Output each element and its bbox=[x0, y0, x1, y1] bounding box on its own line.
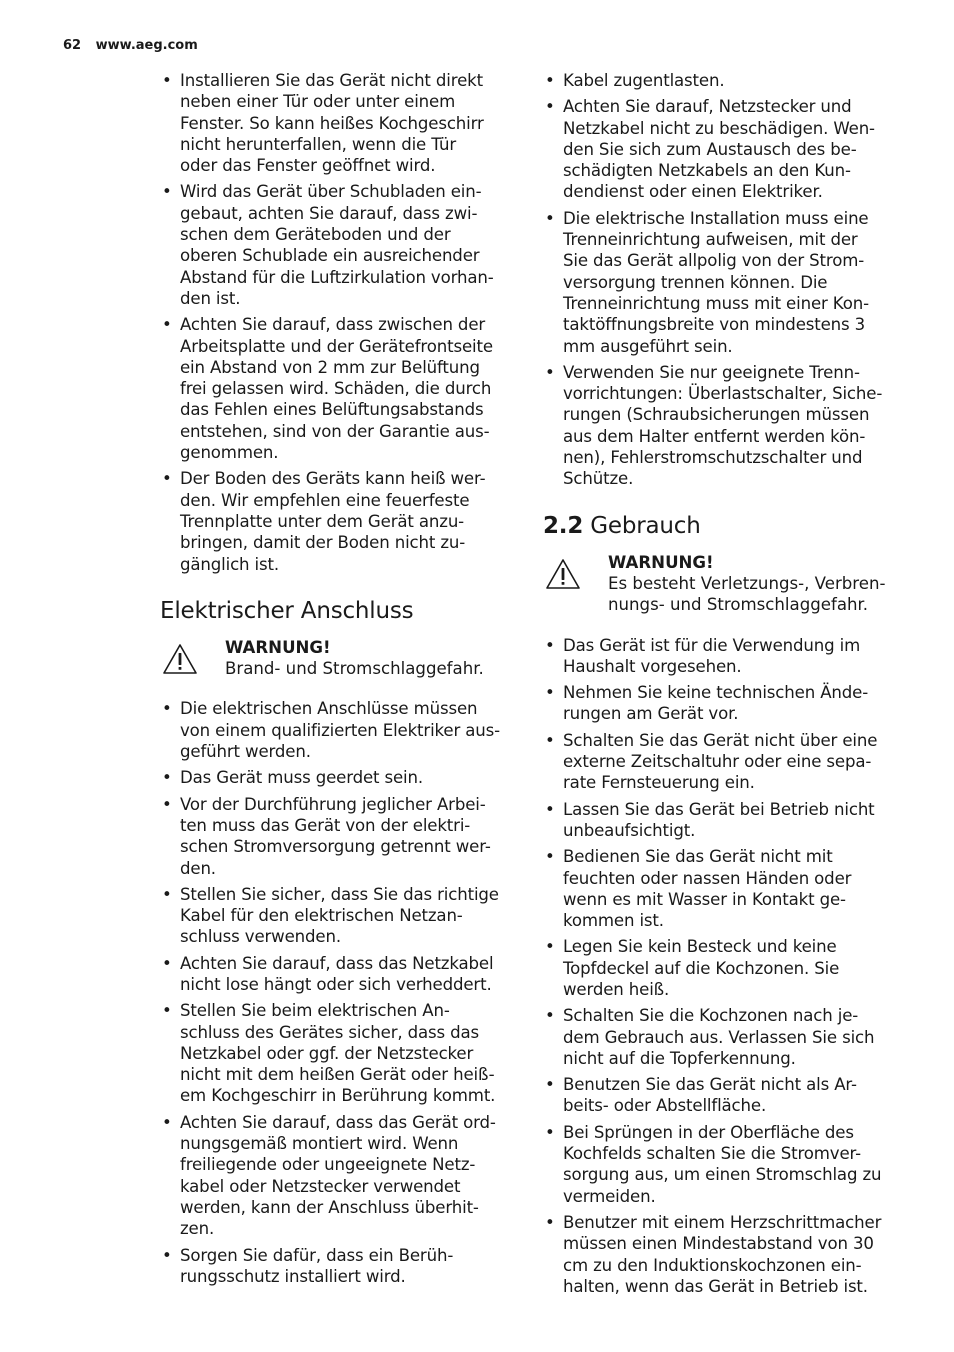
list-item bbox=[160, 767, 515, 788]
list-item-line: taktöffnungsbreite von mindestens 3 bbox=[563, 315, 866, 335]
list-item-line: nicht mit dem heißen Gerät oder heiß- bbox=[180, 1065, 495, 1085]
list-item-line: schen dem Geräteboden und der bbox=[180, 225, 451, 245]
warning-line: Es besteht Verletzungs-, Verbren- bbox=[608, 573, 886, 593]
list-item-line: geführt werden. bbox=[180, 742, 311, 762]
list-item-line: • Schalten Sie die Kochzonen nach je- bbox=[563, 1006, 859, 1026]
right-bullets-bottom bbox=[543, 635, 898, 1298]
list-item-line: schluss verwenden. bbox=[180, 927, 341, 947]
right-bullets-top bbox=[543, 70, 898, 490]
list-item-line: nungsgemäß montiert wird. Wenn bbox=[180, 1134, 459, 1154]
list-item bbox=[543, 1005, 898, 1069]
list-item-line: • Kabel zugentlasten. bbox=[563, 71, 725, 90]
list-item-line: aus dem Halter entfernt werden kön- bbox=[563, 426, 866, 446]
list-item-line: rungen am Gerät vor. bbox=[563, 704, 739, 724]
list-item bbox=[160, 181, 515, 309]
list-item-line: oberen Schublade ein ausreichender bbox=[180, 246, 480, 266]
section-number: 2.2 bbox=[543, 512, 584, 539]
list-item bbox=[160, 953, 515, 996]
list-item-line: • Das Gerät muss geerdet sein. bbox=[180, 768, 424, 788]
list-item bbox=[543, 1212, 898, 1297]
list-item-line: kommen ist. bbox=[563, 911, 664, 931]
list-item-line: ten muss das Gerät von der elektri- bbox=[180, 815, 471, 835]
list-item-line: vermeiden. bbox=[563, 1186, 656, 1206]
left-column bbox=[160, 70, 515, 1292]
list-item bbox=[160, 698, 515, 762]
list-item-line: Netzkabel oder ggf. der Netzstecker bbox=[180, 1043, 474, 1063]
right-column bbox=[543, 70, 898, 1302]
list-item-line: nicht herunterfallen, wenn die Tür bbox=[180, 134, 456, 154]
list-item-line: Haushalt vorgesehen. bbox=[563, 656, 742, 676]
list-item-line: neben einer Tür oder unter einem bbox=[180, 92, 456, 112]
list-item-line: externe Zeitschaltuhr oder eine sepa- bbox=[563, 752, 872, 772]
list-item-line: Topfdeckel auf die Kochzonen. Sie bbox=[563, 958, 840, 978]
list-item-line: nicht lose hängt oder sich verheddert. bbox=[180, 974, 492, 994]
section-title-text: Gebrauch bbox=[590, 512, 701, 539]
list-item-line: • Verwenden Sie nur geeignete Trenn- bbox=[563, 362, 860, 382]
list-item-line: gänglich ist. bbox=[180, 554, 279, 574]
list-item-line: den. bbox=[180, 858, 216, 878]
list-item-line: rungen (Schraubsicherungen müssen bbox=[563, 405, 870, 425]
list-item-line: vorrichtungen: Überlastschalter, Siche- bbox=[563, 384, 883, 404]
warning-title: WARNUNG! bbox=[608, 552, 714, 572]
warning-title: WARNUNG! bbox=[225, 637, 331, 657]
list-item bbox=[543, 96, 898, 202]
list-item bbox=[543, 1074, 898, 1117]
list-item-line: • Achten Sie darauf, dass zwischen der bbox=[180, 315, 486, 335]
list-item-line: nen), Fehlerstromschutzschalter und bbox=[563, 448, 863, 468]
list-item-line: cm zu den Induktionskochzonen ein- bbox=[563, 1255, 862, 1275]
list-item bbox=[160, 1112, 515, 1240]
website-url: www.aeg.com bbox=[95, 38, 198, 53]
list-item bbox=[543, 1122, 898, 1207]
list-item-line: • Das Gerät ist für die Verwendung im bbox=[563, 635, 861, 655]
left-bullets-top bbox=[160, 70, 515, 575]
list-item-line: dem Gebrauch aus. Verlassen Sie sich bbox=[563, 1027, 875, 1047]
list-item-line: • Stellen Sie beim elektrischen An- bbox=[180, 1001, 450, 1021]
list-item bbox=[160, 884, 515, 948]
list-item-line: • Die elektrischen Anschlüsse müssen bbox=[180, 699, 478, 719]
list-item-line: • Nehmen Sie keine technischen Ände- bbox=[563, 683, 869, 703]
list-item-line: ein Abstand von 2 mm zur Belüftung bbox=[180, 357, 480, 377]
list-item-line: • Lassen Sie das Gerät bei Betrieb nicht bbox=[563, 799, 875, 819]
list-item bbox=[543, 208, 898, 357]
list-item bbox=[160, 1000, 515, 1106]
warning-box-electrical bbox=[160, 637, 515, 680]
list-item-line: Trennplatte unter dem Gerät anzu- bbox=[180, 511, 465, 531]
list-item-line: • Die elektrische Installation muss eine bbox=[563, 208, 869, 228]
list-item-line: feuchten oder nassen Händen oder bbox=[563, 868, 852, 888]
list-item-line: em Kochgeschirr in Berührung kommt. bbox=[180, 1086, 496, 1106]
list-item-line: • Achten Sie darauf, dass das Gerät ord- bbox=[180, 1112, 496, 1132]
left-bullets-bottom bbox=[160, 698, 515, 1287]
list-item-line: wenn es mit Wasser in Kontakt ge- bbox=[563, 889, 846, 909]
list-item-line: dendienst oder einen Elektriker. bbox=[563, 182, 823, 202]
list-item bbox=[543, 362, 898, 490]
list-item bbox=[160, 70, 515, 176]
list-item-line: mm ausgeführt sein. bbox=[563, 336, 733, 356]
page-number: 62 bbox=[63, 38, 82, 53]
section-title-usage bbox=[543, 512, 898, 540]
list-item-line: sorgung aus, um einen Stromschlag zu bbox=[563, 1165, 882, 1185]
list-item-line: gebaut, achten Sie darauf, dass zwi- bbox=[180, 203, 478, 223]
warning-box-usage bbox=[543, 552, 898, 616]
warning-line: nungs- und Stromschlaggefahr. bbox=[608, 595, 869, 615]
list-item-line: zen. bbox=[180, 1219, 215, 1239]
list-item-line: Trenneinrichtung aufweisen, mit der bbox=[563, 230, 858, 250]
list-item-line: versorgung trennen können. Die bbox=[563, 272, 828, 292]
list-item-line: • Schalten Sie das Gerät nicht über eine bbox=[563, 730, 878, 750]
list-item bbox=[543, 70, 898, 91]
list-item-line: Schütze. bbox=[563, 469, 634, 489]
list-item-line: Kochfelds schalten Sie die Stromver- bbox=[563, 1144, 861, 1164]
list-item-line: den Sie sich zum Austausch des be- bbox=[563, 139, 857, 159]
list-item-line: Kabel für den elektrischen Netzan- bbox=[180, 906, 463, 926]
list-item bbox=[543, 846, 898, 931]
list-item-line: bringen, damit der Boden nicht zu- bbox=[180, 533, 466, 553]
list-item-line: den. Wir empfehlen eine feuerfeste bbox=[180, 490, 470, 510]
list-item-line: den ist. bbox=[180, 288, 241, 308]
list-item-line: halten, wenn das Gerät in Betrieb ist. bbox=[563, 1276, 868, 1296]
list-item-line: Netzkabel nicht zu beschädigen. Wen- bbox=[563, 118, 875, 138]
list-item-line: rungsschutz installiert wird. bbox=[180, 1266, 406, 1286]
list-item-line: Abstand für die Luftzirkulation vorhan- bbox=[180, 267, 494, 287]
list-item bbox=[543, 799, 898, 842]
list-item-line: müssen einen Mindestabstand von 30 bbox=[563, 1234, 874, 1254]
list-item bbox=[543, 936, 898, 1000]
warning-triangle-icon bbox=[162, 643, 198, 675]
section-title-electrical: Elektrischer Anschluss bbox=[160, 597, 414, 624]
warning-text bbox=[608, 573, 898, 616]
warning-line: Brand- und Stromschlaggefahr. bbox=[225, 659, 484, 679]
list-item-line: werden, kann der Anschluss überhit- bbox=[180, 1197, 479, 1217]
list-item bbox=[543, 730, 898, 794]
list-item-line: frei gelassen wird. Schäden, die durch bbox=[180, 379, 492, 399]
list-item bbox=[160, 1245, 515, 1288]
list-item-line: das Fehlen eines Belüftungsabstands bbox=[180, 400, 484, 420]
warning-triangle-icon bbox=[545, 558, 581, 590]
list-item-line: rate Fernsteuerung ein. bbox=[563, 773, 755, 793]
list-item-line: werden heiß. bbox=[563, 979, 670, 999]
list-item-line: • Der Boden des Geräts kann heiß wer- bbox=[180, 469, 486, 489]
list-item-line: • Achten Sie darauf, dass das Netzkabel bbox=[180, 953, 494, 973]
list-item-line: • Benutzen Sie das Gerät nicht als Ar- bbox=[563, 1075, 857, 1095]
list-item-line: Trenneinrichtung muss mit einer Kon- bbox=[563, 293, 869, 313]
list-item-line: • Wird das Gerät über Schubladen ein- bbox=[180, 182, 482, 202]
list-item-line: • Vor der Durchführung jeglicher Arbei- bbox=[180, 794, 486, 814]
list-item-line: entstehen, sind von der Garantie aus- bbox=[180, 421, 490, 441]
warning-text bbox=[225, 658, 515, 679]
list-item-line: kabel oder Netzstecker verwendet bbox=[180, 1176, 461, 1196]
list-item-line: genommen. bbox=[180, 443, 279, 463]
page-header bbox=[63, 38, 198, 53]
list-item-line: Fenster. So kann heißes Kochgeschirr bbox=[180, 113, 484, 133]
list-item bbox=[543, 635, 898, 678]
list-item-line: • Stellen Sie sicher, dass Sie das richtige bbox=[180, 884, 499, 904]
list-item-line: • Bei Sprüngen in der Oberfläche des bbox=[563, 1122, 854, 1142]
list-item-line: freiliegende oder ungeeignete Netz- bbox=[180, 1155, 476, 1175]
list-item bbox=[160, 794, 515, 879]
list-item bbox=[160, 468, 515, 574]
list-item-line: • Installieren Sie das Gerät nicht direkt bbox=[180, 71, 483, 90]
list-item-line: • Achten Sie darauf, Netzstecker und bbox=[563, 97, 852, 117]
list-item-line: • Bedienen Sie das Gerät nicht mit bbox=[563, 847, 833, 867]
list-item-line: • Sorgen Sie dafür, dass ein Berüh- bbox=[180, 1245, 454, 1265]
list-item-line: • Legen Sie kein Besteck und keine bbox=[563, 937, 837, 957]
list-item-line: beits- oder Abstellfläche. bbox=[563, 1096, 767, 1116]
list-item-line: schädigten Netzkabels an den Kun- bbox=[563, 161, 851, 181]
list-item-line: unbeaufsichtigt. bbox=[563, 820, 696, 840]
list-item-line: von einem qualifizierten Elektriker aus- bbox=[180, 720, 500, 740]
list-item-line: schen Stromversorgung getrennt wer- bbox=[180, 837, 491, 857]
list-item bbox=[543, 682, 898, 725]
list-item-line: nicht auf die Topferkennung. bbox=[563, 1048, 796, 1068]
list-item-line: schluss des Gerätes sicher, dass das bbox=[180, 1022, 480, 1042]
list-item-line: Sie das Gerät allpolig von der Strom- bbox=[563, 251, 865, 271]
list-item-line: • Benutzer mit einem Herzschrittmacher bbox=[563, 1212, 882, 1232]
list-item-line: oder das Fenster geöffnet wird. bbox=[180, 156, 436, 176]
list-item-line: Arbeitsplatte und der Gerätefrontseite bbox=[180, 336, 493, 356]
list-item bbox=[160, 314, 515, 463]
